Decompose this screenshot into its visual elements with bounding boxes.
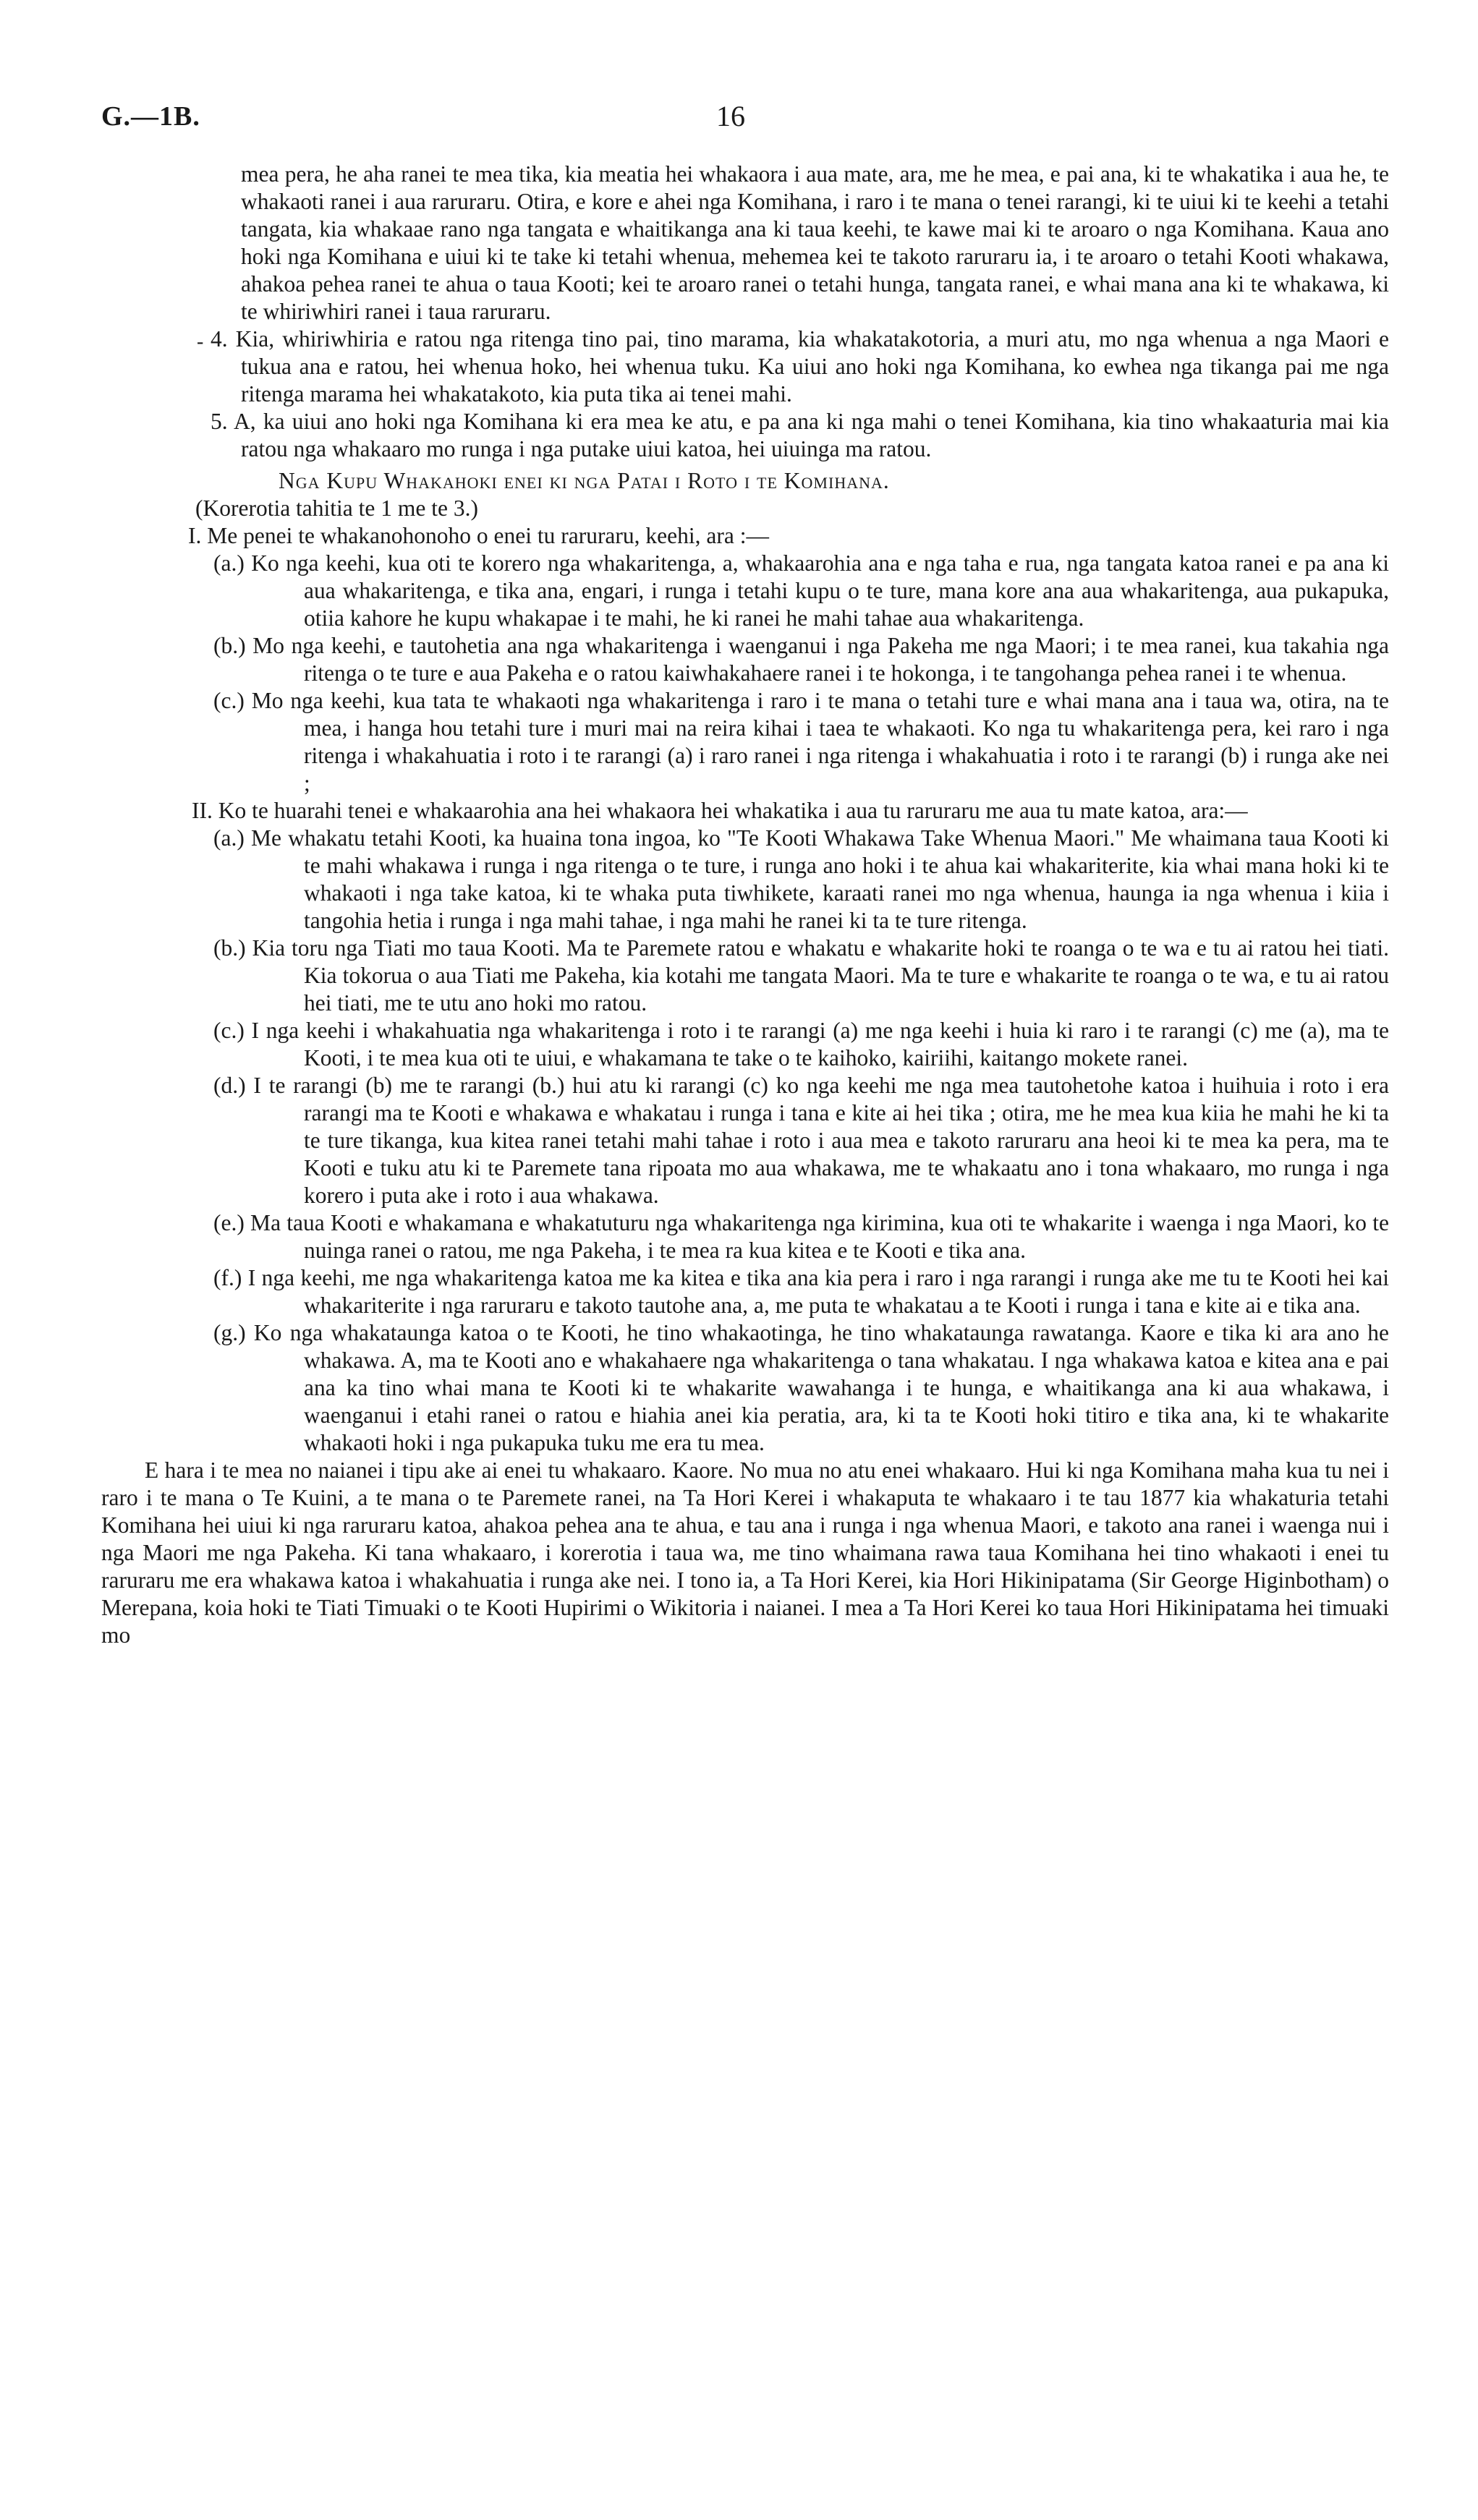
section-note: (Korerotia tahitia te 1 me te 3.): [195, 495, 478, 521]
section-2-item-d: (d.) I te rarangi (b) me te rarangi (b.) hui atu ki rarangi (c) ko nga keehi me nga mea tautohetohe katoa i huihuia i roto i era rarangi ma te Kooti e whakawa e whakatau i runga i tana e kite ai hei tika ; otira, me he mea kua kiia he mahi he ki ta te ture tikanga, kua kitea ranei tetahi mahi tahae i roto i aua mea e takoto raruraru ana heoi ki te mea ka pera, ma te Kooti e tuku atu ki te Paremete tana ripoata mo aua whakawa, me te whakaatu ano i tona whakaaro, mo runga i nga korero i puta ake i roto i aua whakawa.: [213, 1073, 1389, 1208]
section-2-item-e: (e.) Ma taua Kooti e whakamana e whakatuturu nga whakaritenga nga kirimina, kua oti te whakarite i waenga i nga Maori, ko te nuinga ranei o ratou, me nga Pakeha, i te mea ra kua kitea e te Kooti e tika ana.: [213, 1210, 1389, 1263]
section-2-item-b: (b.) Kia toru nga Tiati mo taua Kooti. Ma te Paremete ratou e whakatu e whakarite hoki te roanga o te wa e tu ai ratou hei tiati. Kia tokorua o aua Tiati me Pakeha, kia kotahi me tangata Maori. Ma te ture e whakarite te roanga o te wa, e tu ai ratou hei tiati, me te utu ano hoki mo ratou.: [213, 935, 1389, 1016]
section-1-lead: I. Me penei te whakanohonoho o enei tu raruraru, keehi, ara :—: [188, 523, 769, 548]
item-4: 4. Kia, whiriwhiria e ratou nga ritenga tino pai, tino marama, kia whakatakotoria, a muri atu, mo nga whenua a nga Maori e tukua ana e ratou, hei whenua hoko, hei whenua tuku. Ka uiui ano hoki nga Komihana, ko ewhea nga tikanga pai me nga ritenga marama hei whakatakoto, kia puta tika ai tenei mahi.: [211, 326, 1389, 406]
section-2-item-c: (c.) I nga keehi i whakahuatia nga whakaritenga i roto i te rarangi (a) me nga keehi i huia ki raro i te rarangi (c) me (a), ma te Kooti, i te mea kua oti te uiui, e whakamana te take o te kaihoko, kairiihi, kaitango mokete ranei.: [213, 1018, 1389, 1070]
section-2-item-a: (a.) Me whakatu tetahi Kooti, ka huaina tona ingoa, ko "Te Kooti Whakawa Take Whenua Maori." Me whaimana taua Kooti ki te mahi whakawa i runga i nga ritenga o te ture, i runga ano hoki i te ahua kai whakariterite, kia whai mana hoki ki te whakaoti i nga take katoa, ki te whaka puta tiwhikete, karaati ranei mo nga whenua, haunga ia nga whenua i kiia i tangohia hetia i runga i nga mahi tahae, i nga mahi he ranei ki ta te ture ritenga.: [213, 825, 1389, 933]
intro-paragraph: mea pera, he aha ranei te mea tika, kia meatia hei whakaora i aua mate, ara, me he mea, e pai ana, ki te whakatika i aua he, te whakaoti ranei i aua raruraru. Otira, e kore e ahei nga Komihana, i raro i te mana o tenei rarangi, ki te uiui ki te keehi a tetahi tangata, kia whakaae rano nga tangata e whaitikanga ana ki taua keehi, te kawe mai ki te aroaro o nga Komihana. Kaua ano hoki nga Komihana e uiui ki te take ki tetahi whenua, mehemea kei te takoto raruraru ia, i te aroaro o tetahi Kooti whakawa, ahakoa pehea ranei te ahua o taua Kooti; kei te aroaro ranei o tetahi hunga, tangata ranei, e whai mana ana ki te whakawa, ki te whiriwhiri ranei i taua raruraru.: [241, 161, 1389, 324]
section-1-item-c: (c.) Mo nga keehi, kua tata te whakaoti nga whakaritenga i raro i te mana o tetahi ture e whai mana ana i taua wa, otira, na te mea, i hanga hou tetahi ture i muri mai na reira kihai i taea te whakaoti. Ko nga tu whakaritenga pera, kei raro i nga ritenga i whakahuatia i roto i te rarangi (a) i raro ranei i nga ritenga i whakahuatia i roto i te rarangi (b) i runga ake nei ;: [213, 688, 1389, 796]
margin-mark: -: [197, 331, 204, 353]
section-2-item-f: (f.) I nga keehi, me nga whakaritenga katoa me ka kitea e tika ana kia pera i raro i nga rarangi i runga ake me tu te Kooti hei kai whakariterite i nga raruraru e takoto tautohe ana, a, me puta te whakatau a te Kooti i runga i tana e kite ai e tika ana.: [213, 1265, 1389, 1318]
section-1-item-a: (a.) Ko nga keehi, kua oti te korero nga whakaritenga, a, whakaarohia ana e nga taha e rua, nga tangata katoa ranei e pa ana ki aua whakaritenga, e tika ana, engari, i runga i tetahi kupu o te ture, mana kore ana aua whakaritenga, aua pukapuka, otiia kahore he kupu whakapae i te mahi, he ki ranei he mahi tahae aua whakaritenga.: [213, 550, 1389, 631]
section-heading: Nga Kupu Whakahoki enei ki nga Patai i Roto i te Komihana.: [279, 468, 890, 493]
page-body: [0, 161, 1478, 1649]
page-number: 16: [716, 100, 745, 132]
paper-reference: G.—1B.: [101, 101, 200, 132]
section-2-item-g: (g.) Ko nga whakataunga katoa o te Kooti, he tino whakaotinga, he tino whakataunga rawatanga. Kaore e tika ki ara ano he whakawa. A, ma te Kooti ano e whakahaere nga whakaritenga o tana whakatau. I nga whakawa katoa e kitea ana e pai ana ka tino whai mana te Kooti ki te whakarite wawahanga i te hunga, e whaitikanga ana ki aua whakawa, i waenganui i etahi ranei o ratou e hiahia anei kia peratia, ara, ki ta te Kooti hoki titiro e tika ana, ki te whakarite whakaoti hoki i nga pukapuka tuku me era tu mea.: [213, 1320, 1389, 1455]
section-2-lead: II. Ko te huarahi tenei e whakaarohia ana hei whakaora hei whakatika i aua tu raruraru me aua tu mate katoa, ara:—: [192, 798, 1248, 823]
item-5: 5. A, ka uiui ano hoki nga Komihana ki era mea ke atu, e pa ana ki nga mahi o tenei Komihana, kia tino whakaaturia mai kia ratou nga whakaaro mo runga i nga putake uiui katoa, hei uiuinga ma ratou.: [211, 409, 1389, 461]
section-1-item-b: (b.) Mo nga keehi, e tautohetia ana nga whakaritenga i waenganui i nga Pakeha me nga Maori; i te mea ranei, kua takahia nga ritenga o te ture e aua Pakeha e o ratou kaiwhakahaere ranei i te hokonga, i te tangohanga pehea ranei i te whenua.: [213, 633, 1389, 686]
closing-paragraph: E hara i te mea no naianei i tipu ake ai enei tu whakaaro. Kaore. No mua no atu enei whakaaro. Hui ki nga Komihana maha kua tu nei i raro i te mana o Te Kuini, a te mana o te Paremete ranei, na Ta Hori Kerei i whakaputa te whakaaro i te tau 1877 kia whakaturia tetahi Komihana hei uiui ki nga raruraru katoa, ahakoa pehea ana te ahua, e tau ana i runga i nga whenua Maori, e takoto ana ranei i waenga nui i nga Maori me nga Pakeha. Ki tana whakaaro, i korerotia i taua wa, me tino whaimana rawa taua Komihana hei tino whakaoti i enei tu raruraru me era whakawa katoa i whakahuatia i runga ake nei. I tono ia, a Ta Hori Kerei, kia Hori Hikinipatama (Sir George Higinbotham) o Merepana, koia hoki te Tiati Timuaki o te Kooti Hupirimi o Wikitoria i naianei. I mea a Ta Hori Kerei ko taua Hori Hikinipatama hei timuaki mo: [101, 1457, 1389, 1648]
